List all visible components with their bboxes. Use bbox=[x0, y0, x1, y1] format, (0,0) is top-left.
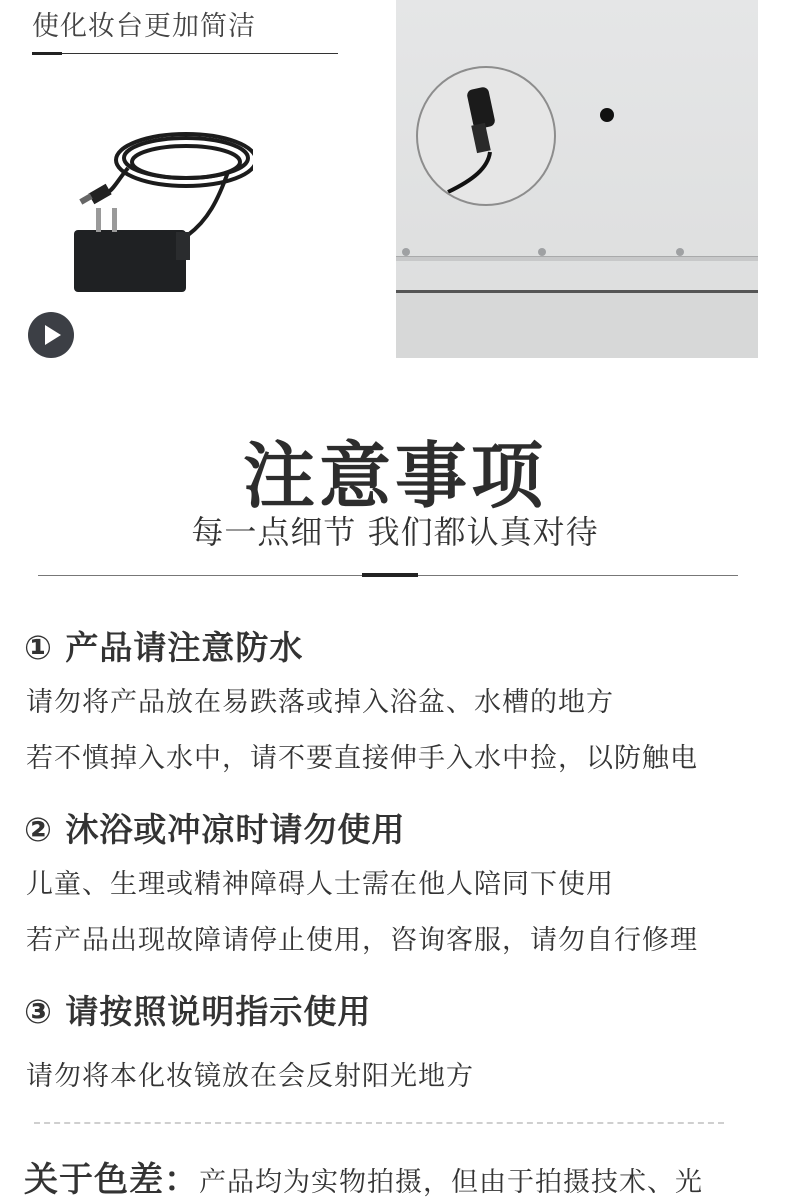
note-title-instructions: ③ 请按照说明指示使用 bbox=[24, 992, 372, 1031]
plug-zoom-circle bbox=[416, 66, 556, 206]
power-adapter-image bbox=[68, 120, 253, 305]
section-divider-accent bbox=[362, 573, 418, 577]
screw-icon bbox=[538, 248, 546, 256]
page-title: 注意事项 bbox=[242, 434, 547, 518]
screw-icon bbox=[402, 248, 410, 256]
dashed-divider bbox=[34, 1122, 724, 1124]
screw-icon bbox=[676, 248, 684, 256]
caption-underline bbox=[32, 53, 338, 54]
color-difference-note bbox=[24, 1152, 703, 1201]
note-title-waterproof: ① 产品请注意防水 bbox=[24, 628, 304, 667]
color-note-label: 关于色差： bbox=[24, 1160, 199, 1200]
color-note-text: 产品均为实物拍摄，但由于拍摄技术、光 bbox=[199, 1167, 703, 1198]
mirror-bottom-edge bbox=[396, 293, 758, 358]
note-title-bathing: ② 沐浴或冲凉时请勿使用 bbox=[24, 810, 406, 849]
caption-underline-accent bbox=[32, 52, 62, 55]
note-line: 请勿将产品放在易跌落或掉入浴盆、水槽的地方 bbox=[26, 687, 614, 718]
mirror-port-photo bbox=[396, 0, 758, 358]
page-subtitle: 每一点细节 我们都认真对待 bbox=[191, 513, 599, 551]
feature-caption: 使化妆台更加简洁 bbox=[32, 11, 256, 42]
note-line: 若产品出现故障请停止使用，咨询客服，请勿自行修理 bbox=[26, 925, 698, 956]
play-arrow-icon[interactable] bbox=[28, 312, 74, 358]
note-line: 若不慎掉入水中，请不要直接伸手入水中捡，以防触电 bbox=[26, 743, 698, 774]
note-line: 儿童、生理或精神障碍人士需在他人陪同下使用 bbox=[26, 869, 614, 900]
note-line: 请勿将本化妆镜放在会反射阳光地方 bbox=[26, 1061, 474, 1092]
mirror-rail bbox=[396, 256, 758, 261]
port-hole-icon bbox=[600, 108, 614, 122]
